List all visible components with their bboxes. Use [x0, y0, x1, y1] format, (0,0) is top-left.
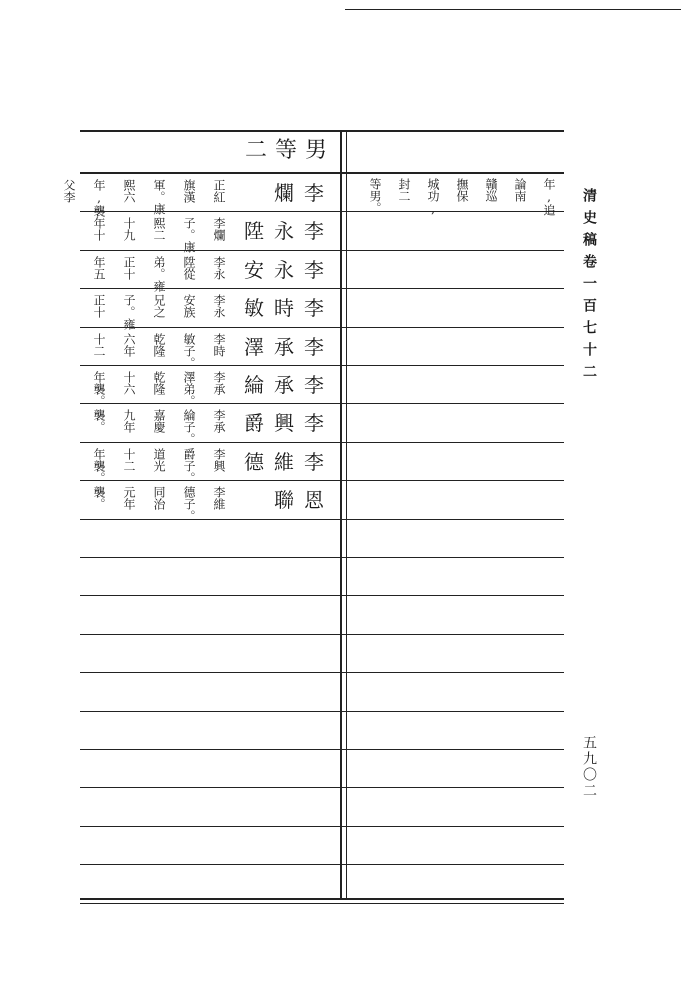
right-note-column: 撫保 — [455, 178, 469, 202]
row-detail-column: 軍。康 — [152, 179, 166, 215]
row-detail-column: 李時 — [212, 332, 226, 357]
row-rule — [80, 749, 564, 750]
right-note-column: 封二 — [397, 178, 411, 202]
row-detail-column: 爵子。 — [182, 447, 196, 484]
row-detail-column: 兄之 — [152, 294, 166, 319]
table-top-rule — [80, 130, 564, 132]
row-detail-column: 陞從 — [182, 255, 196, 280]
side-title: 清史稿卷一百七十二 — [581, 188, 597, 386]
row-rule — [80, 595, 564, 596]
row-name: 李時敏 — [244, 296, 334, 321]
row-name: 恩聯 — [274, 488, 334, 513]
row-detail-column: 道光 — [152, 447, 166, 472]
row-detail-column: 年襲。 — [92, 371, 106, 407]
row-detail-column: 乾隆 — [152, 371, 166, 395]
row-detail-column: 六年 — [122, 332, 136, 357]
row-detail-column: 德子。 — [182, 486, 196, 523]
row-detail-column: 乾隆 — [152, 332, 166, 357]
row-detail-column: 正紅 — [212, 179, 226, 203]
row-rule — [80, 557, 564, 558]
row-detail-column: 嘉慶 — [152, 409, 166, 434]
center-divider-inner — [346, 130, 347, 898]
row-detail-column: 李承 — [212, 409, 226, 434]
row-detail-column: 弟。雍 — [152, 255, 166, 292]
row-detail-column: 子。康 — [182, 217, 196, 254]
center-divider — [340, 130, 342, 898]
header-bottom-rule — [80, 172, 564, 174]
row-rule — [80, 327, 564, 328]
right-note-column: 論南 — [513, 178, 527, 202]
row-name: 李興爵 — [244, 411, 334, 436]
row-detail-column: 旗漢 — [182, 179, 196, 203]
row-detail-column: 年,襲 — [92, 179, 106, 217]
right-note-column: 城功, — [426, 178, 440, 216]
row-detail-column: 正十 — [92, 294, 106, 319]
row-detail-column: 李承 — [212, 371, 226, 395]
row-name: 李承綸 — [244, 373, 334, 397]
row-detail-column: 李永 — [212, 294, 226, 319]
row-rule — [80, 403, 564, 404]
row-name: 李維德 — [244, 449, 334, 474]
row-rule — [80, 519, 564, 520]
row-detail-column: 父李 — [62, 179, 76, 203]
row-detail-column: 李維 — [212, 486, 226, 511]
row-rule — [80, 864, 564, 865]
row-name: 李永安 — [244, 257, 334, 282]
row-detail-column: 年襲。 — [92, 447, 106, 484]
row-detail-column: 年五 — [92, 255, 106, 280]
row-detail-column: 安族 — [182, 294, 196, 319]
row-detail-column: 正十 — [122, 255, 136, 280]
page-title: 二等男 — [245, 138, 336, 163]
row-detail-column: 敏子。 — [182, 332, 196, 369]
row-rule — [80, 711, 564, 712]
row-detail-column: 綸子。 — [182, 409, 196, 446]
right-note-column: 年,追 — [542, 178, 556, 216]
row-rule — [80, 826, 564, 827]
row-detail-column: 襲。 — [92, 486, 106, 511]
row-detail-column: 十六 — [122, 371, 136, 395]
row-detail-column: 十九 — [122, 217, 136, 242]
table-bottom-rule — [80, 898, 564, 900]
row-detail-column: 子。雍 — [122, 294, 136, 331]
top-rule — [345, 9, 681, 10]
row-name: 李承澤 — [244, 334, 334, 359]
page-number: 五九〇二 — [581, 735, 597, 799]
row-detail-column: 襲。 — [92, 409, 106, 434]
row-name: 李永陞 — [244, 219, 334, 244]
row-rule — [80, 672, 564, 673]
row-detail-column: 同治 — [152, 486, 166, 511]
row-rule — [80, 787, 564, 788]
row-rule — [80, 250, 564, 251]
row-detail-column: 元年 — [122, 486, 136, 511]
row-detail-column: 李永 — [212, 255, 226, 280]
right-note-column: 贛巡 — [484, 178, 498, 202]
row-name: 李爛 — [274, 181, 334, 205]
row-detail-column: 十二 — [122, 447, 136, 472]
row-rule — [80, 903, 564, 904]
row-rule — [80, 480, 564, 481]
row-detail-column: 李興 — [212, 447, 226, 472]
row-rule — [80, 634, 564, 635]
right-note-column: 等男。 — [368, 178, 382, 214]
row-rule — [80, 442, 564, 443]
row-detail-column: 年十 — [92, 217, 106, 242]
row-detail-column: 熙六 — [122, 179, 136, 203]
row-detail-column: 九年 — [122, 409, 136, 434]
row-detail-column: 十二 — [92, 332, 106, 357]
row-rule — [80, 365, 564, 366]
row-detail-column: 熙二 — [152, 217, 166, 242]
row-detail-column: 澤弟。 — [182, 371, 196, 407]
row-detail-column: 李爛 — [212, 217, 226, 242]
